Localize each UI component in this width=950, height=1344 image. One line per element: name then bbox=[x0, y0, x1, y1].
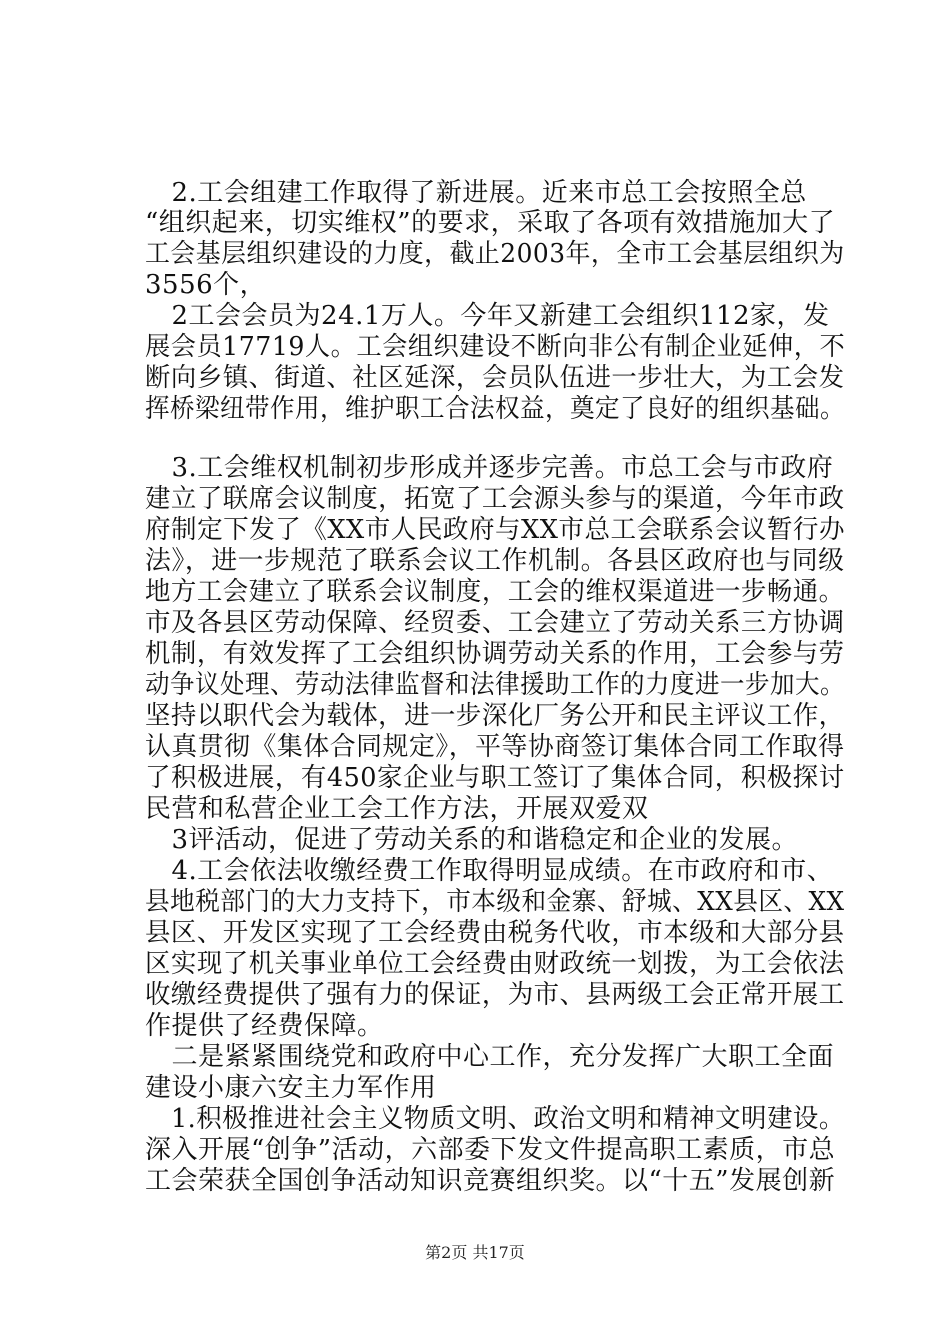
text-line: 机制，有效发挥了工会组织协调劳动关系的作用，工会参与劳 bbox=[145, 639, 845, 669]
text-line: 法》，进一步规范了联系会议工作机制。各县区政府也与同级 bbox=[145, 546, 845, 576]
text-line: 2.工会组建工作取得了新进展。近来市总工会按照全总 bbox=[145, 178, 807, 208]
text-line: 3.工会维权机制初步形成并逐步完善。市总工会与市政府 bbox=[145, 453, 834, 483]
page-footer: 第2页 共17页 bbox=[425, 1243, 525, 1262]
text-line: 动争议处理、劳动法律监督和法律援助工作的力度进一步加大。 bbox=[145, 670, 846, 700]
text-line: 工会基层组织建设的力度，截止2003年，全市工会基层组织为 bbox=[145, 239, 845, 269]
text-line: 收缴经费提供了强有力的保证，为市、县两级工会正常开展工 bbox=[145, 980, 845, 1010]
text-line: 挥桥梁纽带作用，维护职工合法权益，奠定了良好的组织基础。 bbox=[145, 394, 846, 424]
text-line: 民营和私营企业工会工作方法，开展双爱双 bbox=[145, 794, 649, 824]
text-line: 3556个， bbox=[145, 270, 267, 300]
text-line: 建立了联席会议制度，拓宽了工会源头参与的渠道，今年市政 bbox=[145, 484, 845, 514]
text-line: 坚持以职代会为载体，进一步深化厂务公开和民主评议工作， bbox=[145, 701, 845, 731]
text-line: 展会员17719人。工会组织建设不断向非公有制企业延伸，不 bbox=[145, 332, 846, 362]
text-line: 1.积极推进社会主义物质文明、政治文明和精神文明建设。 bbox=[145, 1104, 845, 1134]
text-line: 工会荣获全国创争活动知识竞赛组织奖。以“十五”发展创新 bbox=[145, 1166, 836, 1196]
text-line: 4.工会依法收缴经费工作取得明显成绩。在市政府和市、 bbox=[145, 856, 834, 886]
text-line: 断向乡镇、街道、社区延深，会员队伍进一步壮大，为工会发 bbox=[145, 363, 845, 393]
text-line: 区实现了机关事业单位工会经费由财政统一划拨，为工会依法 bbox=[145, 949, 845, 979]
text-line: 2工会会员为24.1万人。今年又新建工会组织112家，发 bbox=[145, 301, 830, 331]
text-line: 县地税部门的大力支持下，市本级和金寨、舒城、XX县区、XX bbox=[145, 887, 845, 917]
text-line: 深入开展“创争”活动，六部委下发文件提高职工素质，市总 bbox=[145, 1135, 836, 1165]
text-line: 地方工会建立了联系会议制度，工会的维权渠道进一步畅通。 bbox=[145, 577, 845, 607]
text-line: 3评活动，促进了劳动关系的和谐稳定和企业的发展。 bbox=[145, 825, 799, 855]
text-line: 建设小康六安主力军作用 bbox=[145, 1073, 437, 1103]
text-line: 二是紧紧围绕党和政府中心工作，充分发挥广大职工全面 bbox=[145, 1042, 835, 1072]
text-line: 了积极进展，有450家企业与职工签订了集体合同，积极探讨 bbox=[145, 763, 845, 793]
text-line: “组织起来，切实维权”的要求，采取了各项有效措施加大了 bbox=[145, 208, 836, 238]
text-line: 认真贯彻《集体合同规定》，平等协商签订集体合同工作取得 bbox=[145, 732, 845, 762]
text-line: 作提供了经费保障。 bbox=[145, 1011, 384, 1041]
text-line: 府制定下发了《XX市人民政府与XX市总工会联系会议暂行办 bbox=[145, 515, 846, 545]
text-line: 市及各县区劳动保障、经贸委、工会建立了劳动关系三方协调 bbox=[145, 608, 845, 638]
text-line: 县区、开发区实现了工会经费由税务代收，市本级和大部分县 bbox=[145, 918, 845, 948]
